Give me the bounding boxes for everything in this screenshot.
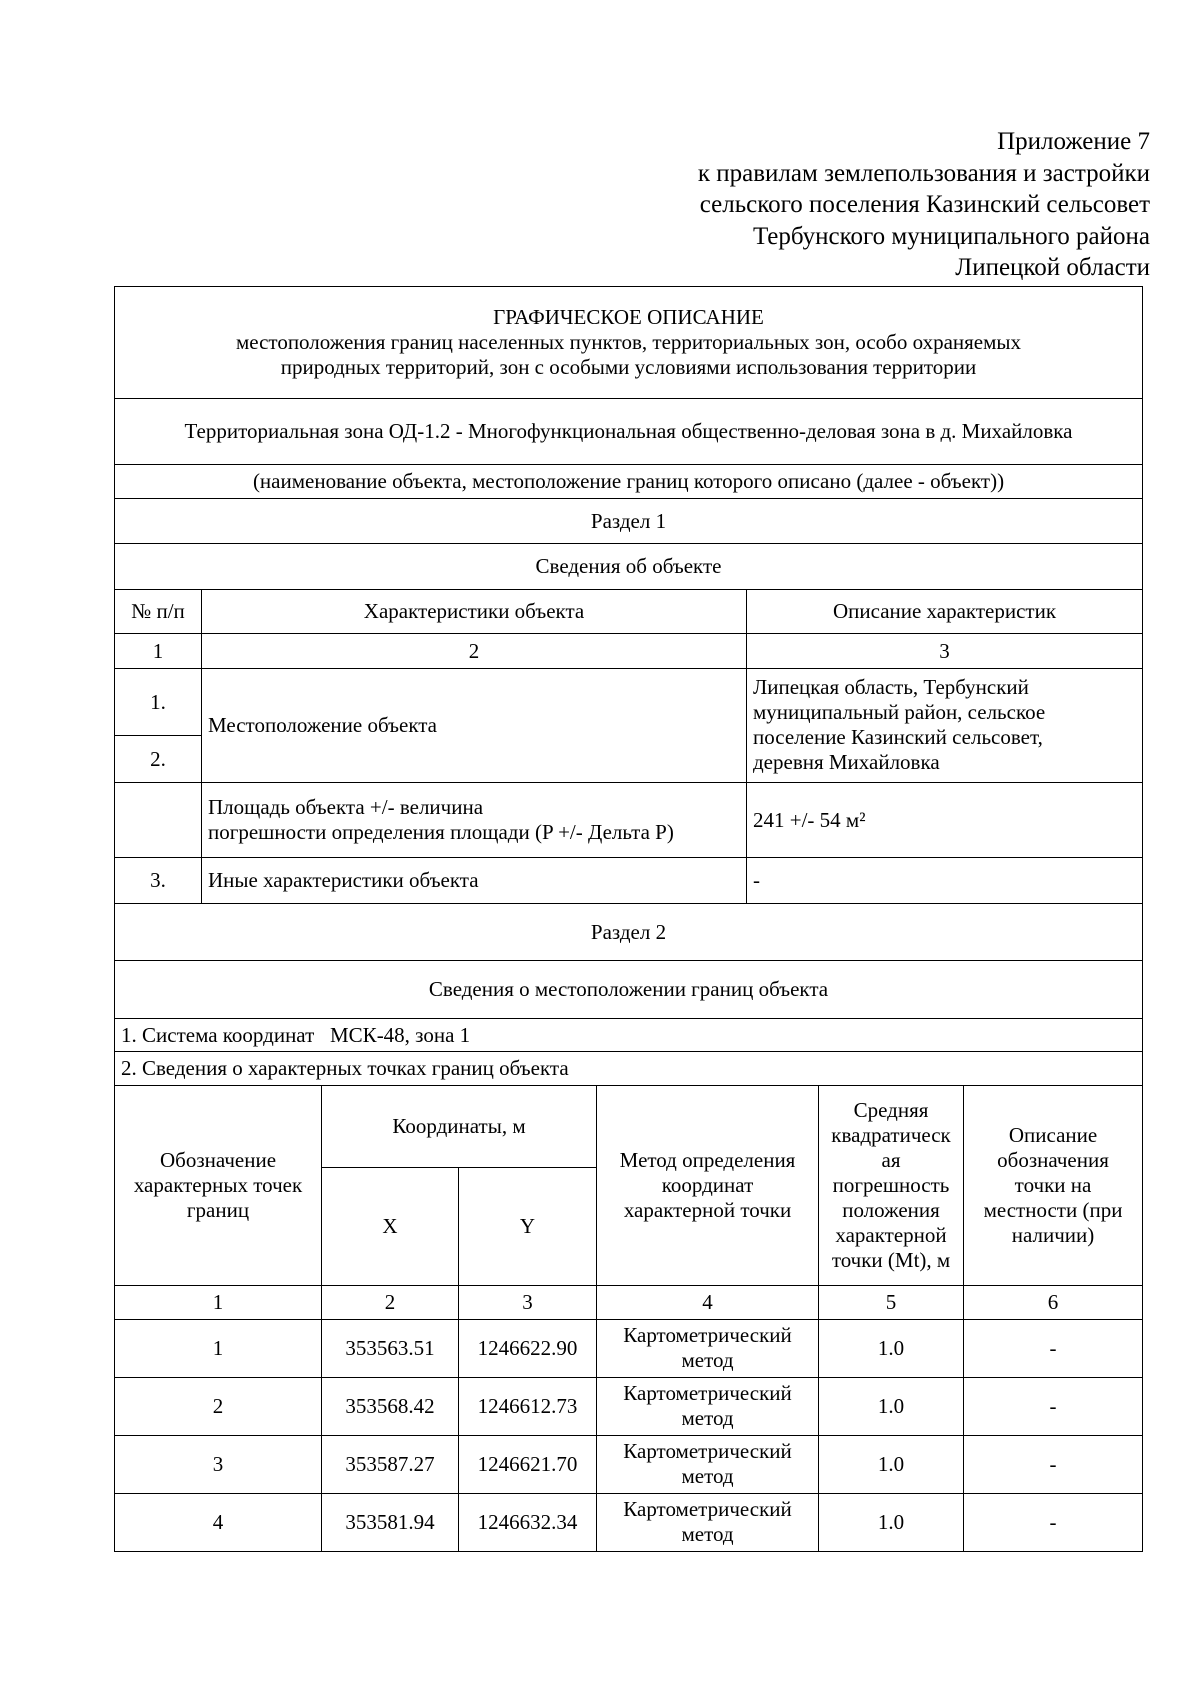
appendix-line: к правилам землепользования и застройки [697,159,1150,187]
points-caption: 2. Сведения о характерных точках границ объекта [115,1052,1143,1086]
table-row [115,1377,1143,1435]
header-cell: Характеристики объекта [202,590,747,634]
document-frame [114,286,1142,1552]
point-id: 1 [115,1319,322,1377]
column-number: 2 [322,1285,459,1319]
point-method: Картометрический метод [597,1319,819,1377]
point-id: 4 [115,1493,322,1551]
column-number: 3 [747,634,1143,669]
point-mt: 1.0 [819,1319,964,1377]
document-header-cell [115,287,1143,399]
point-x: 353581.94 [322,1493,459,1551]
point-mt: 1.0 [819,1493,964,1551]
section2-title: Раздел 2 [115,904,1143,961]
column-number: 4 [597,1285,819,1319]
point-y: 1246622.90 [459,1319,597,1377]
column-number: 5 [819,1285,964,1319]
point-y: 1246621.70 [459,1435,597,1493]
point-method: Картометрический метод [597,1377,819,1435]
appendix-line: Тербунского муниципального района [752,222,1150,250]
point-method: Картометрический метод [597,1435,819,1493]
characteristic-value: - [747,858,1143,904]
appendix-line: Липецкой области [955,254,1150,281]
point-y: 1246612.73 [459,1377,597,1435]
characteristic-label: Местоположение объекта [202,669,747,783]
appendix-line: Приложение 7 [997,128,1150,155]
point-x: 353568.42 [322,1377,459,1435]
document-subtitle-line: природных территорий, зон с особыми условиями использования территории [280,355,977,379]
point-y: 1246632.34 [459,1493,597,1551]
column-number: 1 [115,1285,322,1319]
appendix-header [698,126,1150,284]
point-x: 353563.51 [322,1319,459,1377]
header-cell: № п/п [115,590,202,634]
column-number: 6 [964,1285,1143,1319]
row-number: 2. [115,736,202,783]
points-table [114,1086,1143,1552]
header-y: Y [459,1167,597,1285]
object-name: Территориальная зона ОД-1.2 - Многофункциональная общественно-деловая зона в д. Михайловка [115,399,1143,465]
document-subtitle-line: местоположения границ населенных пунктов, территориальных зон, особо охраняемых [235,330,1022,354]
point-mt: 1.0 [819,1435,964,1493]
point-desc: - [964,1319,1143,1377]
header-method: Метод определения координат характерной точки [597,1086,819,1285]
section1-table [114,286,1143,1086]
point-desc: - [964,1493,1143,1551]
point-desc: - [964,1377,1143,1435]
table-row [115,1319,1143,1377]
object-caption: (наименование объекта, местоположение границ которого описано (далее - объект)) [115,465,1143,499]
header-x: X [322,1167,459,1285]
section1-subtitle: Сведения об объекте [115,544,1143,590]
row-number: 1. [115,669,202,736]
point-mt: 1.0 [819,1377,964,1435]
point-desc: - [964,1435,1143,1493]
point-method: Картометрический метод [597,1493,819,1551]
column-number: 3 [459,1285,597,1319]
row-number-blank [115,783,202,858]
header-cell: Описание характеристик [747,590,1143,634]
document-title: ГРАФИЧЕСКОЕ ОПИСАНИЕ [493,305,764,329]
point-x: 353587.27 [322,1435,459,1493]
section2-subtitle: Сведения о местоположении границ объекта [115,961,1143,1019]
section1-title: Раздел 1 [115,499,1143,544]
table-row [115,1435,1143,1493]
row-number: 3. [115,858,202,904]
characteristic-label: Иные характеристики объекта [202,858,747,904]
column-number: 2 [202,634,747,669]
header-description: Описание обозначения точки на местности (при наличии) [964,1086,1143,1285]
point-id: 2 [115,1377,322,1435]
header-coordinates: Координаты, м [322,1086,597,1167]
header-error: Средняя квадратическ ая погрешность положения характерной точки (Mt), м [819,1086,964,1285]
characteristic-label: Площадь объекта +/- величина погрешности определения площади (P +/- Дельта P) [202,783,747,858]
characteristic-value: Липецкая область, Тербунский муниципальный район, сельское поселение Казинский сельсовет, деревня Михайловка [747,669,1143,783]
coordinate-system: 1. Система координат МСК-48, зона 1 [115,1019,1143,1052]
column-number: 1 [115,634,202,669]
header-designation: Обозначение характерных точек границ [115,1086,322,1285]
point-id: 3 [115,1435,322,1493]
appendix-line: сельского поселения Казинский сельсовет [699,191,1150,218]
characteristic-value: 241 +/- 54 м² [747,783,1143,858]
table-row [115,1493,1143,1551]
